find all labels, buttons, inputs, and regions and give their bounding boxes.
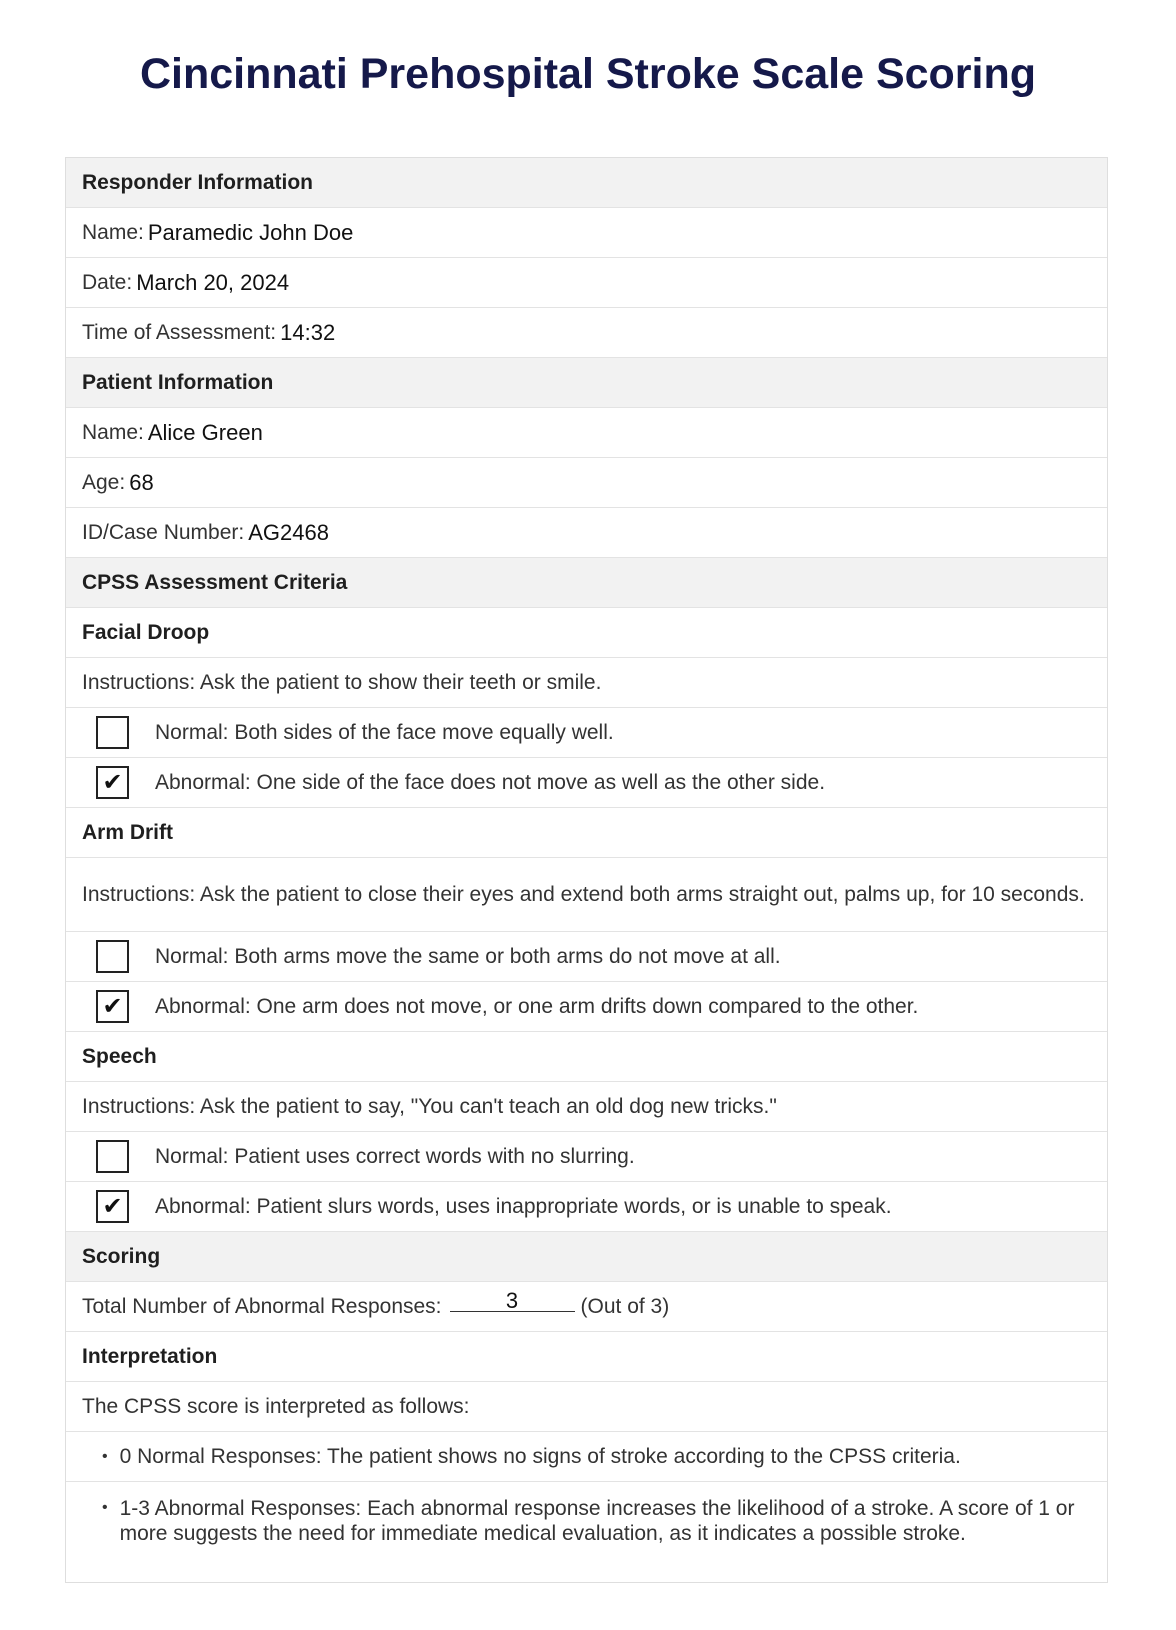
bullet-dot: • (102, 1499, 108, 1516)
age-row (66, 458, 1107, 508)
total-score-out-of: (Out of 3) (580, 1295, 670, 1318)
responder-name-label: Name: (82, 220, 144, 244)
patient-name-row (66, 408, 1107, 458)
date-label: Date: (82, 270, 133, 294)
total-score-field[interactable]: 3 (450, 1291, 575, 1312)
speech-abnormal-label: Abnormal: Patient slurs words, uses inappropriate words, or is unable to speak. (155, 1195, 892, 1218)
facial-abnormal-checkbox[interactable]: ✔ (96, 766, 129, 799)
interpretation-intro: The CPSS score is interpreted as follows: (66, 1382, 1107, 1432)
time-label: Time of Assessment: (82, 320, 277, 344)
criteria-section-header: CPSS Assessment Criteria (66, 558, 1107, 608)
arm-abnormal-label: Abnormal: One arm does not move, or one arm drifts down compared to the other. (155, 995, 919, 1018)
patient-name-field[interactable]: Alice Green (147, 419, 263, 445)
total-score-row (66, 1282, 1107, 1332)
speech-normal-checkbox[interactable] (96, 1140, 129, 1173)
facial-droop-instructions: Instructions: Ask the patient to show their teeth or smile. (66, 658, 1107, 708)
arm-normal-label: Normal: Both arms move the same or both arms do not move at all. (155, 945, 781, 968)
speech-normal-label: Normal: Patient uses correct words with no slurring. (155, 1145, 635, 1168)
date-field[interactable]: March 20, 2024 (136, 269, 290, 295)
patient-name-label: Name: (82, 420, 144, 444)
facial-abnormal-option (66, 758, 1107, 808)
page-title: Cincinnati Prehospital Stroke Scale Scoring (139, 50, 1037, 98)
arm-drift-instructions: Instructions: Ask the patient to close their eyes and extend both arms straight out, palms up, for 10 seconds. (66, 858, 1107, 932)
speech-abnormal-checkbox[interactable]: ✔ (96, 1190, 129, 1223)
speech-normal-option (66, 1132, 1107, 1182)
speech-abnormal-option (66, 1182, 1107, 1232)
age-field[interactable]: 68 (129, 469, 154, 495)
facial-droop-title: Facial Droop (66, 608, 1107, 658)
case-id-field[interactable]: AG2468 (248, 519, 329, 545)
cpss-form (65, 157, 1108, 1583)
time-field[interactable]: 14:32 (280, 319, 336, 345)
case-id-row (66, 508, 1107, 558)
interpretation-item-1: 1-3 Abnormal Responses: Each abnormal response increases the likelihood of a stroke. A score of 1 or more suggests the need for immediate medical evaluation, as it indicates a possible stroke. (119, 1497, 1075, 1545)
scoring-section-header: Scoring (66, 1232, 1107, 1282)
facial-normal-option (66, 708, 1107, 758)
arm-drift-title: Arm Drift (66, 808, 1107, 858)
facial-normal-checkbox[interactable] (96, 716, 129, 749)
facial-normal-label: Normal: Both sides of the face move equally well. (155, 721, 614, 744)
speech-instructions: Instructions: Ask the patient to say, "You can't teach an old dog new tricks." (66, 1082, 1107, 1132)
speech-title: Speech (66, 1032, 1107, 1082)
arm-abnormal-option (66, 982, 1107, 1032)
interpretation-title: Interpretation (66, 1332, 1107, 1382)
date-row (66, 258, 1107, 308)
facial-abnormal-label: Abnormal: One side of the face does not move as well as the other side. (155, 771, 826, 794)
responder-name-row (66, 208, 1107, 258)
patient-section-header: Patient Information (66, 358, 1107, 408)
list-item (66, 1482, 1107, 1582)
interpretation-item-0: 0 Normal Responses: The patient shows no signs of stroke according to the CPSS criteria. (119, 1445, 961, 1468)
case-id-label: ID/Case Number: (82, 520, 245, 544)
list-item (66, 1432, 1107, 1482)
time-row (66, 308, 1107, 358)
arm-normal-checkbox[interactable] (96, 940, 129, 973)
arm-abnormal-checkbox[interactable]: ✔ (96, 990, 129, 1023)
responder-name-field[interactable]: Paramedic John Doe (147, 219, 354, 245)
arm-normal-option (66, 932, 1107, 982)
total-score-label: Total Number of Abnormal Responses: (82, 1295, 442, 1318)
responder-section-header: Responder Information (66, 158, 1107, 208)
bullet-dot: • (102, 1447, 108, 1465)
age-label: Age: (82, 470, 126, 494)
